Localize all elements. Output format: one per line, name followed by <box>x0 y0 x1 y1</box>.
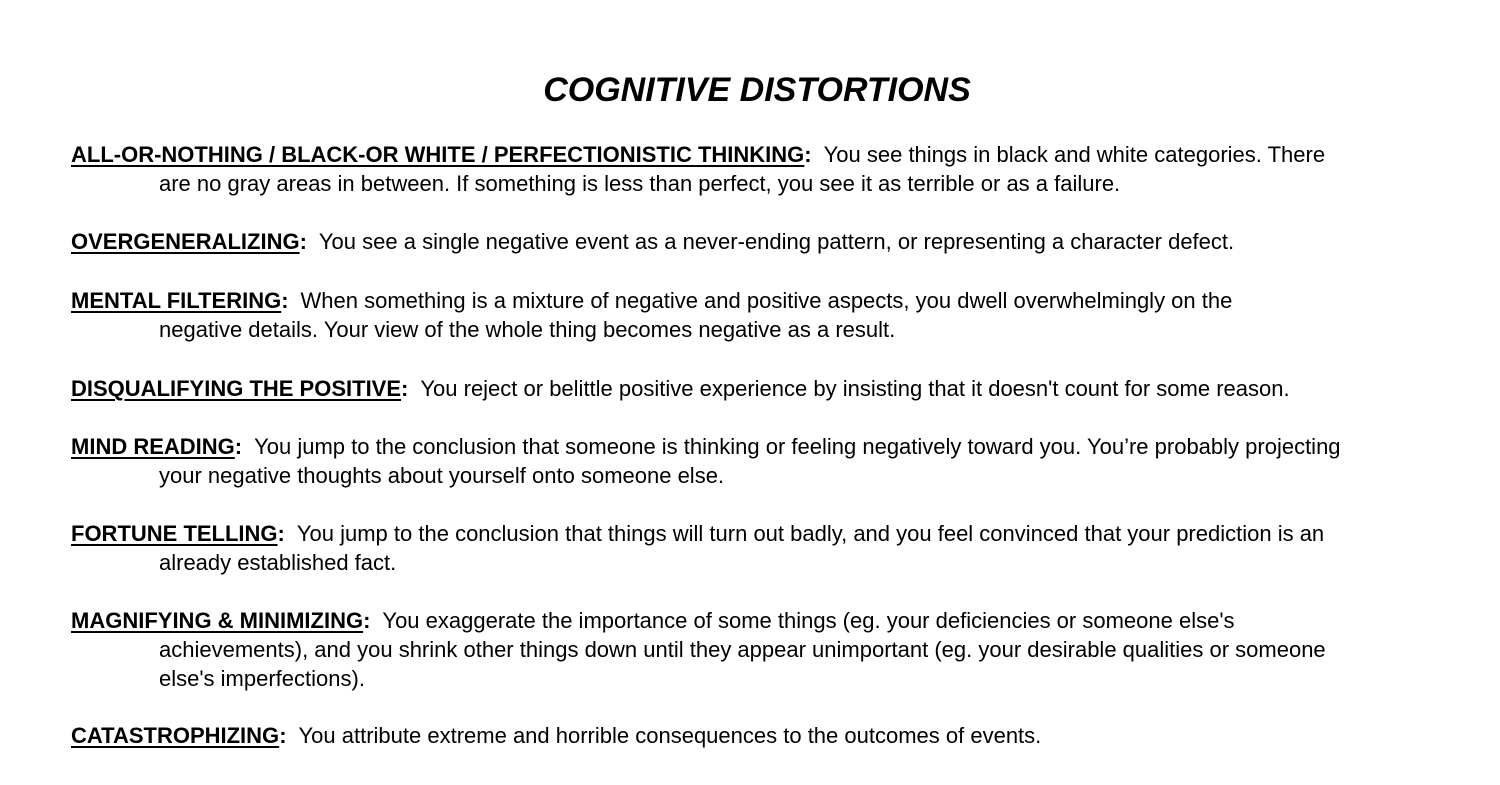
entry-catastrophizing <box>71 721 1431 750</box>
entry-term: MAGNIFYING & MINIMIZING <box>71 608 364 633</box>
entry-term: MENTAL FILTERING <box>71 288 282 313</box>
entry-first-line <box>71 227 1431 256</box>
entry-text: You attribute extreme and horrible consequences to the outcomes of events. <box>298 723 1042 748</box>
term-colon: : <box>363 608 371 633</box>
entry-term: ALL-OR-NOTHING / BLACK-OR WHITE / PERFECTIONISTIC THINKING <box>71 142 805 167</box>
entry-continuation-line: else's imperfections). <box>159 666 365 691</box>
entry-term: CATASTROPHIZING <box>71 723 280 748</box>
entry-continuation-line: achievements), and you shrink other things down until they appear unimportant (eg. your desirable qualities or someone <box>159 637 1326 662</box>
entry-term: OVERGENERALIZING <box>71 229 300 254</box>
entry-term: MIND READING <box>71 434 235 459</box>
entry-mind-reading <box>71 432 1431 490</box>
term-colon: : <box>277 521 285 546</box>
entry-first-line <box>71 721 1431 750</box>
entry-text: You jump to the conclusion that things will turn out badly, and you feel convinced that your prediction is an <box>296 521 1325 546</box>
entry-continuation-line: your negative thoughts about yourself onto someone else. <box>159 463 725 488</box>
entry-first-line <box>71 374 1431 403</box>
document-title: COGNITIVE DISTORTIONS <box>543 71 971 109</box>
entry-continuation-line: already established fact. <box>159 550 397 575</box>
entry-mental-filtering <box>71 286 1431 344</box>
term-colon: : <box>281 288 289 313</box>
entry-fortune-telling <box>71 519 1431 577</box>
entry-text: You see things in black and white categories. There <box>823 142 1326 167</box>
entry-first-line <box>71 432 1431 461</box>
term-colon: : <box>804 142 812 167</box>
entry-disqualifying-the-positive <box>71 374 1431 403</box>
term-colon: : <box>279 723 287 748</box>
entry-magnifying-minimizing <box>71 606 1431 693</box>
term-colon: : <box>234 434 243 459</box>
entry-text: You jump to the conclusion that someone is thinking or feeling negatively toward you. You’re probably projecting <box>254 434 1341 459</box>
entry-text: You see a single negative event as a never-ending pattern, or representing a character defect. <box>318 229 1235 254</box>
entry-first-line <box>71 519 1431 548</box>
entry-term: FORTUNE TELLING <box>71 521 278 546</box>
entry-term: DISQUALIFYING THE POSITIVE <box>71 376 402 401</box>
entry-first-line <box>71 606 1431 635</box>
entry-all-or-nothing <box>71 140 1431 198</box>
entry-first-line <box>71 286 1431 315</box>
term-colon: : <box>299 229 307 254</box>
entry-first-line <box>71 140 1431 169</box>
term-colon: : <box>401 376 409 401</box>
entry-overgeneralizing <box>71 227 1431 256</box>
entry-continuation-line: are no gray areas in between. If something is less than perfect, you see it as terrible or as a failure. <box>159 171 1121 196</box>
entry-text: You reject or belittle positive experience by insisting that it doesn't count for some reason. <box>420 376 1290 401</box>
entry-text: You exaggerate the importance of some things (eg. your deficiencies or someone else's <box>382 608 1235 633</box>
entry-continuation-line: negative details. Your view of the whole thing becomes negative as a result. <box>159 317 896 342</box>
entry-text: When something is a mixture of negative and positive aspects, you dwell overwhelmingly on the <box>300 288 1233 313</box>
